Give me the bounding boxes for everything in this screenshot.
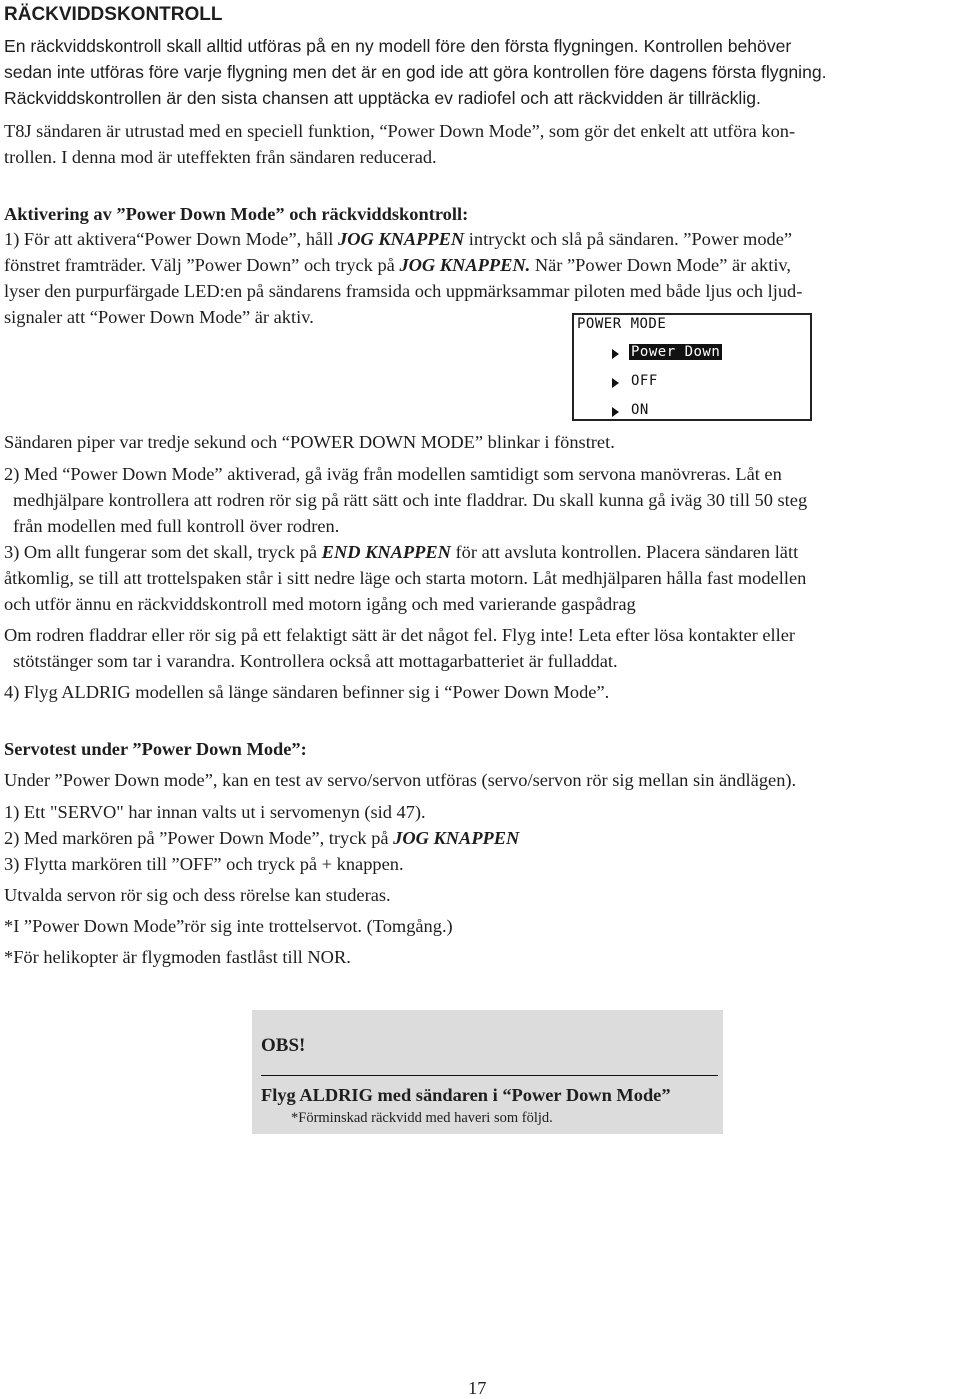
servotest-step-2 [4, 826, 519, 850]
intro-line-2: sedan inte utföras före varje flygning men det är en god ide att göra kontrollen före dagens första flygning. [4, 62, 827, 82]
step3-line-1-a: 3) Om allt fungerar som det skall, tryck på [4, 542, 322, 562]
lcd-arrow-icon [612, 407, 619, 417]
flutter-line-2: stötstänger som tar i varandra. Kontrollera också att mottagarbatteriet är fulladdat. [13, 651, 618, 671]
servotest-step-3: 3) Flytta markören till ”OFF” och tryck på + knappen. [4, 854, 404, 874]
servotest-note-2: *För helikopter är flygmoden fastlåst till NOR. [4, 947, 351, 967]
activation-title: Aktivering av ”Power Down Mode” och räckviddskontroll: [4, 204, 469, 224]
flutter-line-1: Om rodren fladdrar eller rör sig på ett felaktigt sätt är det något fel. Flyg inte! Leta efter lösa kontakter eller [4, 625, 795, 645]
servotest-note-1: *I ”Power Down Mode”rör sig inte trottelservot. (Tomgång.) [4, 916, 453, 936]
step2-line-3: från modellen med full kontroll över rodren. [13, 516, 340, 536]
lcd-title: POWER MODE [577, 316, 667, 332]
step3-line-3: och utför ännu en räckviddskontroll med motorn igång och med varierande gaspådrag [4, 594, 636, 614]
step2-line-2: medhjälpare kontrollera att rodren rör sig på rätt sätt och inte fladdrar. Du skall kunna gå iväg 30 till 50 steg [13, 490, 808, 510]
step2-line-1: 2) Med “Power Down Mode” aktiverad, gå iväg från modellen samtidigt som servona manövreras. Låt en [4, 464, 782, 484]
intro-line-1: En räckviddskontroll skall alltid utföras på en ny modell före den första flygningen. Kontrollen behöver [4, 36, 792, 56]
lcd-arrow-icon [612, 378, 619, 388]
jog-knappen-label-2: JOG KNAPPEN. [399, 255, 531, 275]
servotest-step-1: 1) Ett "SERVO" har innan valts ut i servomenyn (sid 47). [4, 802, 426, 822]
obs-title: OBS! [261, 1035, 306, 1056]
obs-warning-text: Flyg ALDRIG med sändaren i “Power Down Mode” [261, 1085, 671, 1105]
end-knappen-label: END KNAPPEN [321, 542, 451, 562]
step3-line-1 [4, 540, 798, 564]
page-number: 17 [468, 1378, 487, 1398]
lcd-option-label: Power Down [631, 344, 721, 360]
servotest-title: Servotest under ”Power Down Mode”: [4, 739, 307, 759]
t8j-line-2: trollen. I denna mod är uteffekten från sändaren reducerad. [4, 147, 437, 167]
lcd-power-mode-screen [572, 313, 812, 421]
servotest-step-2-a: 2) Med markören på ”Power Down Mode”, tryck på [4, 828, 394, 848]
activation-line-1-c: intryckt och slå på sändaren. ”Power mode” [464, 229, 793, 249]
step4-text: 4) Flyg ALDRIG modellen så länge sändaren befinner sig i “Power Down Mode”. [4, 682, 610, 702]
obs-warning-box [252, 1010, 723, 1134]
activation-line-2 [4, 253, 791, 277]
servotest-intro: Under ”Power Down mode”, kan en test av servo/servon utföras (servo/servon rör sig mellan sin ändlägen). [4, 770, 797, 790]
t8j-line-1: T8J sändaren är utrustad med en speciell funktion, “Power Down Mode”, som gör det enkelt att utföra kon- [4, 121, 796, 141]
step3-line-2: åtkomlig, se till att trottelspaken står i sitt nedre läge och starta motorn. Låt medhjälparen hålla fast modellen [4, 568, 807, 588]
lcd-arrow-icon [612, 349, 619, 359]
activation-line-3: lyser den purpurfärgade LED:en på sändarens framsida och uppmärksammar piloten med både ljus och ljud- [4, 281, 803, 301]
page-heading: RÄCKVIDDSKONTROLL [4, 4, 223, 25]
beep-text: Sändaren piper var tredje sekund och “POWER DOWN MODE” blinkar i fönstret. [4, 432, 615, 452]
activation-line-2-c: När ”Power Down Mode” är aktiv, [530, 255, 792, 275]
step3-line-1-c: för att avsluta kontrollen. Placera sändaren lätt [450, 542, 799, 562]
lcd-option-on: ON [631, 402, 649, 418]
lcd-option-off: OFF [631, 373, 658, 389]
activation-line-1-a: 1) För att aktivera“Power Down Mode”, håll [4, 229, 339, 249]
jog-knappen-label-3: JOG KNAPPEN [393, 828, 520, 848]
jog-knappen-label: JOG KNAPPEN [338, 229, 465, 249]
activation-line-1 [4, 227, 792, 251]
intro-line-3: Räckviddskontrollen är den sista chansen att upptäcka ev radiofel och att räckvidden är tillräcklig. [4, 88, 761, 108]
obs-note: *Förminskad räckvidd med haveri som följd. [291, 1110, 553, 1126]
obs-divider [261, 1075, 718, 1076]
activation-line-4: signaler att “Power Down Mode” är aktiv. [4, 307, 314, 327]
activation-line-2-a: fönstret framträder. Välj ”Power Down” och tryck på [4, 255, 400, 275]
lcd-option-power-down [631, 344, 722, 360]
servotest-result: Utvalda servon rör sig och dess rörelse kan studeras. [4, 885, 391, 905]
